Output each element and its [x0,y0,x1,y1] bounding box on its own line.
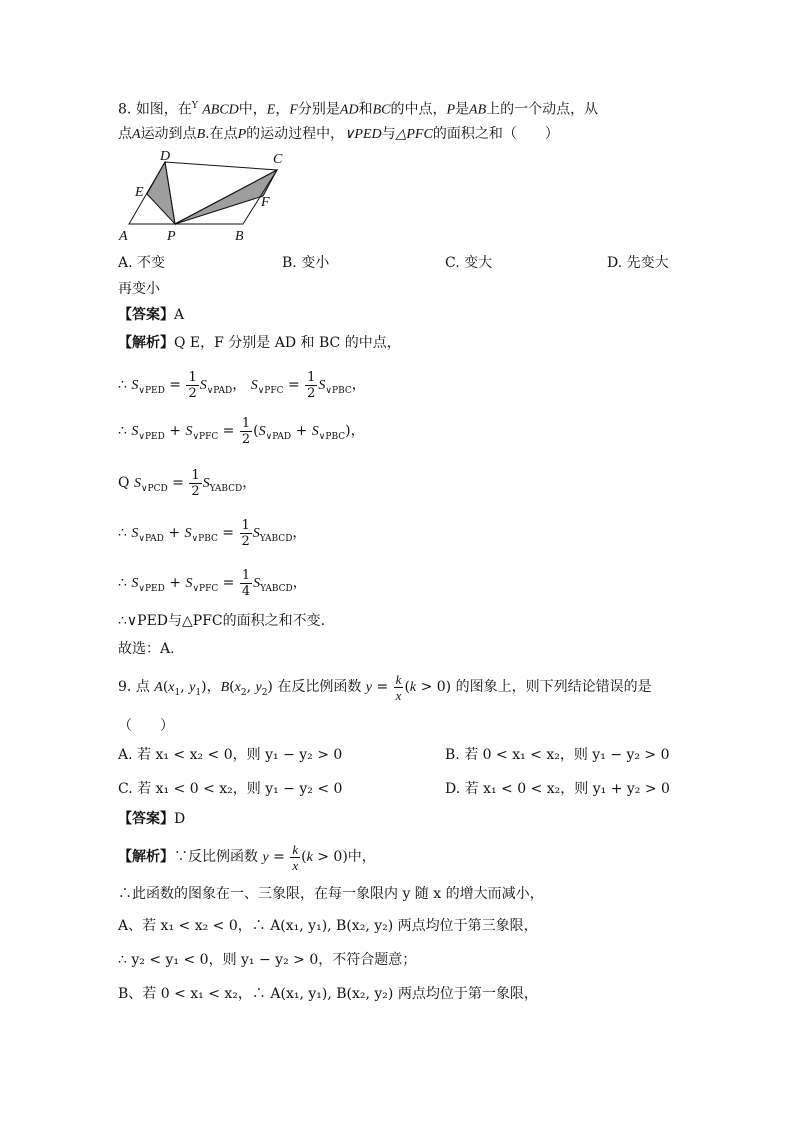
q9-analysis-line5: B、若 0 < x₁ < x₂，∴ A(x₁, y₁), B(x₂, y₂) 两点均位于第一象限， [118,986,538,1002]
label-e: E [135,185,144,200]
q9-analysis-line4: ∴ y₂ < y₁ < 0，则 y₁ − y₂ > 0，不符合题意； [118,952,417,968]
q8-answer: 【答案】A [118,307,185,323]
q9-option-b: B. 若 0 < x₁ < x₂，则 y₁ − y₂ > 0 [445,747,670,763]
q8-stem-line1: 8. 如图，在$^Y$ ABCD中，E，F分别是AD和BC的中点，P是AB上的一个动点，从 [118,101,599,118]
q8-parallelogram-figure [115,148,295,243]
q8-eq4: ∴ $S_{\vee PAD} + S_{\vee PBC}$ = $\frac{1}{2}$ $S_{YABCD}$， [118,517,307,549]
q8-number: 8. [118,101,132,118]
label-p: P [167,229,176,243]
q8-eq2: ∴ $S_{\vee PED} + S_{\vee PFC}$ = $\frac{1}{2}$ $(S_{\vee PAD} + S_{\vee PBC})$， [118,415,365,447]
label-a: A [119,229,128,243]
q8-option-d: D. 先变大 [607,255,669,271]
label-d: D [160,149,171,164]
q8-eq5: ∴ $S_{\vee PED} + S_{\vee PFC}$ = $\frac{1}{4}$ $S_{YABCD}$， [118,567,307,599]
q9-paren: （ ） [118,718,174,734]
q8-option-a: A. 不变 [118,255,166,271]
q9-option-d: D. 若 x₁ < 0 < x₂，则 y₁ + y₂ > 0 [445,781,670,797]
q8-conclusion: ∴∨PED与△PFC的面积之和不变. [118,613,326,629]
triangle-ped-shaded [147,162,175,224]
q8-eq3: Q $S_{\vee PCD}$ = $\frac{1}{2}$ $S_{YABCD}$， [118,467,257,499]
label-b: B [235,229,244,243]
q9-answer: 【答案】D [118,811,186,827]
q8-option-c: C. 变大 [445,255,493,271]
q9-analysis-line1: 【解析】∵反比例函数 y = $\frac{k}{x}$ (k > 0)中， [118,841,376,873]
q9-analysis-line3: A、若 x₁ < x₂ < 0，∴ A(x₁, y₁), B(x₂, y₂) 两点均位于第三象限， [118,918,538,934]
q9-option-c: C. 若 x₁ < 0 < x₂，则 y₁ − y₂ < 0 [118,781,343,797]
q8-analysis-line1: 【解析】Q E，F 分别是 AD 和 BC 的中点， [118,335,401,351]
q9-analysis-line2: ∴此函数的图象在一、三象限，在每一象限内 y 随 x 的增大而减小， [118,886,544,902]
label-f: F [261,195,270,210]
label-c: C [273,152,283,167]
q8-option-d-wrap: 再变小 [118,281,160,297]
q8-choice: 故选：A. [118,641,175,657]
q9-stem-line1: 9. 点 $A(x_1$, $y_1$)，$B(x_2$, $y_2$) 在反比例函数 y = $\frac{k}{x}$ (k > 0) 的图象上，则下列结论错误的是 [118,671,652,703]
q8-option-b: B. 变小 [282,255,330,271]
q8-stem-line2: 点A运动到点B.在点P的运动过程中，∨PED与△PFC的面积之和（ ） [118,126,559,142]
q8-eq1: ∴ $S_{\vee PED}$ = $\frac{1}{2}$ $S_{\vee PAD}$， $S_{\vee PFC}$ = $\frac{1}{2}$ $S_{\vee PBC}$， [118,369,366,401]
q9-option-a: A. 若 x₁ < x₂ < 0，则 y₁ − y₂ > 0 [118,747,343,763]
